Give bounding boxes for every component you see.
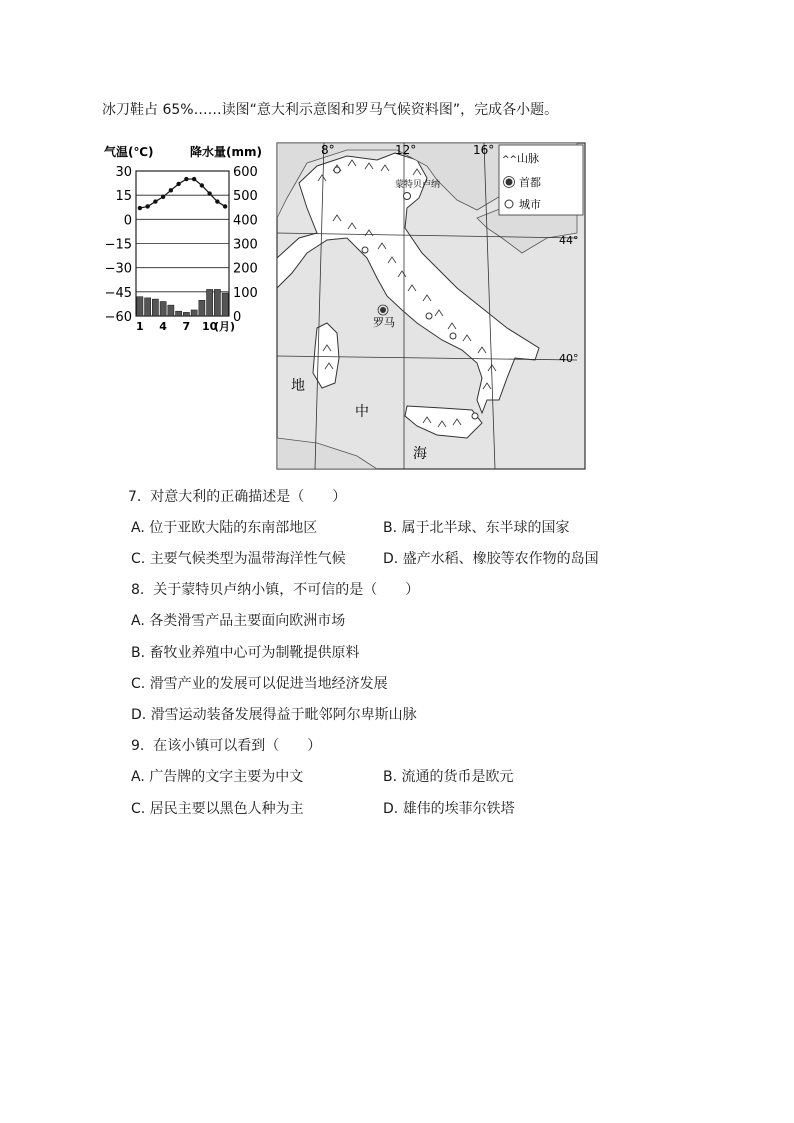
italy-map	[277, 143, 585, 469]
right-tick-label: 600	[233, 165, 258, 180]
temp-axis-label: 气温(℃)	[104, 145, 154, 159]
q9-option-d[interactable]	[383, 799, 515, 819]
option-letter: C.	[131, 676, 146, 692]
option-letter: B.	[383, 520, 398, 536]
option-text: 广告牌的文字主要为中文	[149, 769, 304, 785]
precip-bars	[137, 289, 228, 316]
question-text: 在该小镇可以看到（ ）	[153, 738, 322, 754]
temp-point	[215, 199, 219, 203]
option-text: 位于亚欧大陆的东南部地区	[149, 520, 318, 536]
option-text: 盛产水稻、橡胶等农作物的岛国	[402, 551, 599, 567]
right-tick-label: 100	[233, 285, 258, 301]
legend-mountain-icon: ^^	[502, 155, 518, 165]
month-axis-ticks	[136, 320, 218, 333]
temp-point	[138, 206, 142, 210]
precip-bar	[191, 310, 197, 316]
intro-text: 冰刀鞋占 65%……读图“意大利示意图和罗马气候资料图”，完成各小题。	[102, 102, 559, 118]
left-tick-label: 0	[123, 213, 132, 229]
question-number: 7.	[128, 489, 142, 505]
sea-label-zhong: 中	[355, 404, 369, 420]
temp-point	[161, 195, 165, 199]
precip-bar	[152, 299, 158, 316]
option-text: 雄伟的埃菲尔铁塔	[402, 801, 515, 817]
option-letter: B.	[383, 769, 398, 785]
left-tick-label: −15	[104, 237, 132, 253]
city-marker	[362, 247, 368, 253]
month-tick-label: 4	[159, 320, 167, 333]
legend-city-label: 城市	[519, 198, 541, 211]
precip-bar	[199, 300, 205, 316]
q7-option-c[interactable]	[131, 549, 346, 569]
lon-label-12: 12°	[395, 143, 417, 157]
option-letter: C.	[131, 801, 146, 817]
precip-bar	[222, 293, 228, 316]
q7-option-d[interactable]	[383, 549, 599, 569]
town-marker	[404, 193, 411, 200]
town-label: 蒙特贝卢纳	[395, 180, 441, 190]
q9-option-c[interactable]	[131, 799, 304, 819]
legend-city-icon	[505, 200, 513, 208]
temp-point	[145, 204, 149, 208]
question-7	[128, 487, 346, 507]
precip-axis-label: 降水量(mm)	[190, 145, 262, 159]
city-marker	[450, 333, 456, 339]
lat-label-44: 44°	[559, 234, 579, 247]
option-text: 流通的货币是欧元	[401, 769, 514, 785]
option-letter: D.	[383, 551, 399, 567]
q7-option-a[interactable]	[131, 518, 317, 538]
city-marker	[472, 413, 478, 419]
option-text: 主要气候类型为温带海洋性气候	[149, 551, 346, 567]
question-number: 9.	[131, 738, 145, 754]
option-letter: A.	[131, 769, 145, 785]
question-text: 对意大利的正确描述是（ ）	[150, 489, 347, 505]
left-axis-ticks	[105, 165, 132, 325]
precip-bar	[145, 298, 151, 316]
temp-point	[207, 191, 211, 195]
temp-point	[192, 177, 196, 181]
q9-option-a[interactable]	[131, 767, 303, 787]
option-letter: A.	[131, 613, 145, 629]
precip-bar	[168, 305, 174, 316]
figure-svg	[102, 138, 588, 470]
precip-bar	[214, 289, 220, 316]
legend-capital-label: 首都	[519, 176, 541, 189]
q8-option-b[interactable]	[131, 643, 360, 663]
lon-label-16: 16°	[473, 143, 495, 157]
q8-option-d[interactable]	[131, 705, 417, 725]
climate-chart	[104, 144, 262, 333]
right-tick-label: 0	[233, 310, 242, 325]
option-text: 滑雪运动装备发展得益于毗邻阿尔卑斯山脉	[150, 707, 417, 723]
temp-point	[176, 182, 180, 186]
sea-label-di: 地	[291, 378, 305, 394]
right-axis-ticks	[233, 165, 258, 325]
option-text: 滑雪产业的发展可以促进当地经济发展	[149, 676, 388, 692]
legend-capital-icon	[506, 179, 513, 186]
temp-line	[138, 177, 228, 210]
temp-point	[223, 204, 227, 208]
option-letter: B.	[131, 645, 146, 661]
question-number: 8.	[131, 582, 145, 598]
question-8	[131, 580, 419, 600]
option-text: 属于北半球、东半球的国家	[401, 520, 570, 536]
left-tick-label: −45	[104, 285, 132, 301]
sardinia	[313, 323, 339, 388]
option-letter: D.	[383, 801, 399, 817]
sea-label-hai: 海	[413, 446, 427, 462]
temp-point	[200, 183, 204, 187]
month-tick-label: 7	[182, 320, 191, 333]
city-marker	[334, 167, 340, 173]
right-tick-label: 200	[233, 261, 258, 277]
legend-mountain-label: 山脉	[517, 152, 539, 165]
precip-bar	[207, 289, 213, 316]
question-text: 关于蒙特贝卢纳小镇，不可信的是（ ）	[153, 582, 420, 598]
month-unit: (月)	[214, 320, 236, 333]
q7-option-b[interactable]	[383, 518, 570, 538]
capital-marker	[380, 307, 386, 313]
capital-label: 罗马	[373, 316, 395, 329]
city-marker	[426, 313, 432, 319]
option-letter: D.	[131, 707, 147, 723]
left-tick-label: −30	[104, 261, 132, 277]
left-tick-label: −60	[104, 310, 132, 325]
q9-option-b[interactable]	[383, 767, 514, 787]
option-letter: C.	[131, 551, 146, 567]
precip-bar	[176, 311, 182, 316]
right-tick-label: 400	[233, 213, 258, 229]
option-text: 各类滑雪产品主要面向欧洲市场	[149, 613, 346, 629]
option-text: 畜牧业养殖中心可为制靴提供原料	[149, 645, 360, 661]
right-tick-label: 500	[233, 189, 258, 205]
temp-point	[184, 177, 188, 181]
precip-bar	[160, 302, 166, 317]
lat-label-40: 40°	[559, 352, 579, 365]
q8-option-a[interactable]	[131, 611, 345, 631]
precip-bar	[183, 312, 189, 316]
figure	[102, 138, 588, 470]
temp-polyline	[140, 179, 225, 208]
q8-option-c[interactable]	[131, 674, 388, 694]
question-9	[131, 736, 321, 756]
left-tick-label: 30	[115, 165, 132, 180]
option-letter: A.	[131, 520, 145, 536]
temp-point	[169, 188, 173, 192]
left-tick-label: 15	[115, 189, 132, 205]
precip-bar	[137, 297, 143, 316]
option-text: 居民主要以黑色人种为主	[149, 801, 304, 817]
month-tick-label: 10	[201, 320, 218, 333]
month-tick-label: 1	[136, 320, 144, 333]
lon-label-8: 8°	[321, 143, 335, 157]
right-tick-label: 300	[233, 237, 258, 253]
temp-point	[153, 199, 157, 203]
